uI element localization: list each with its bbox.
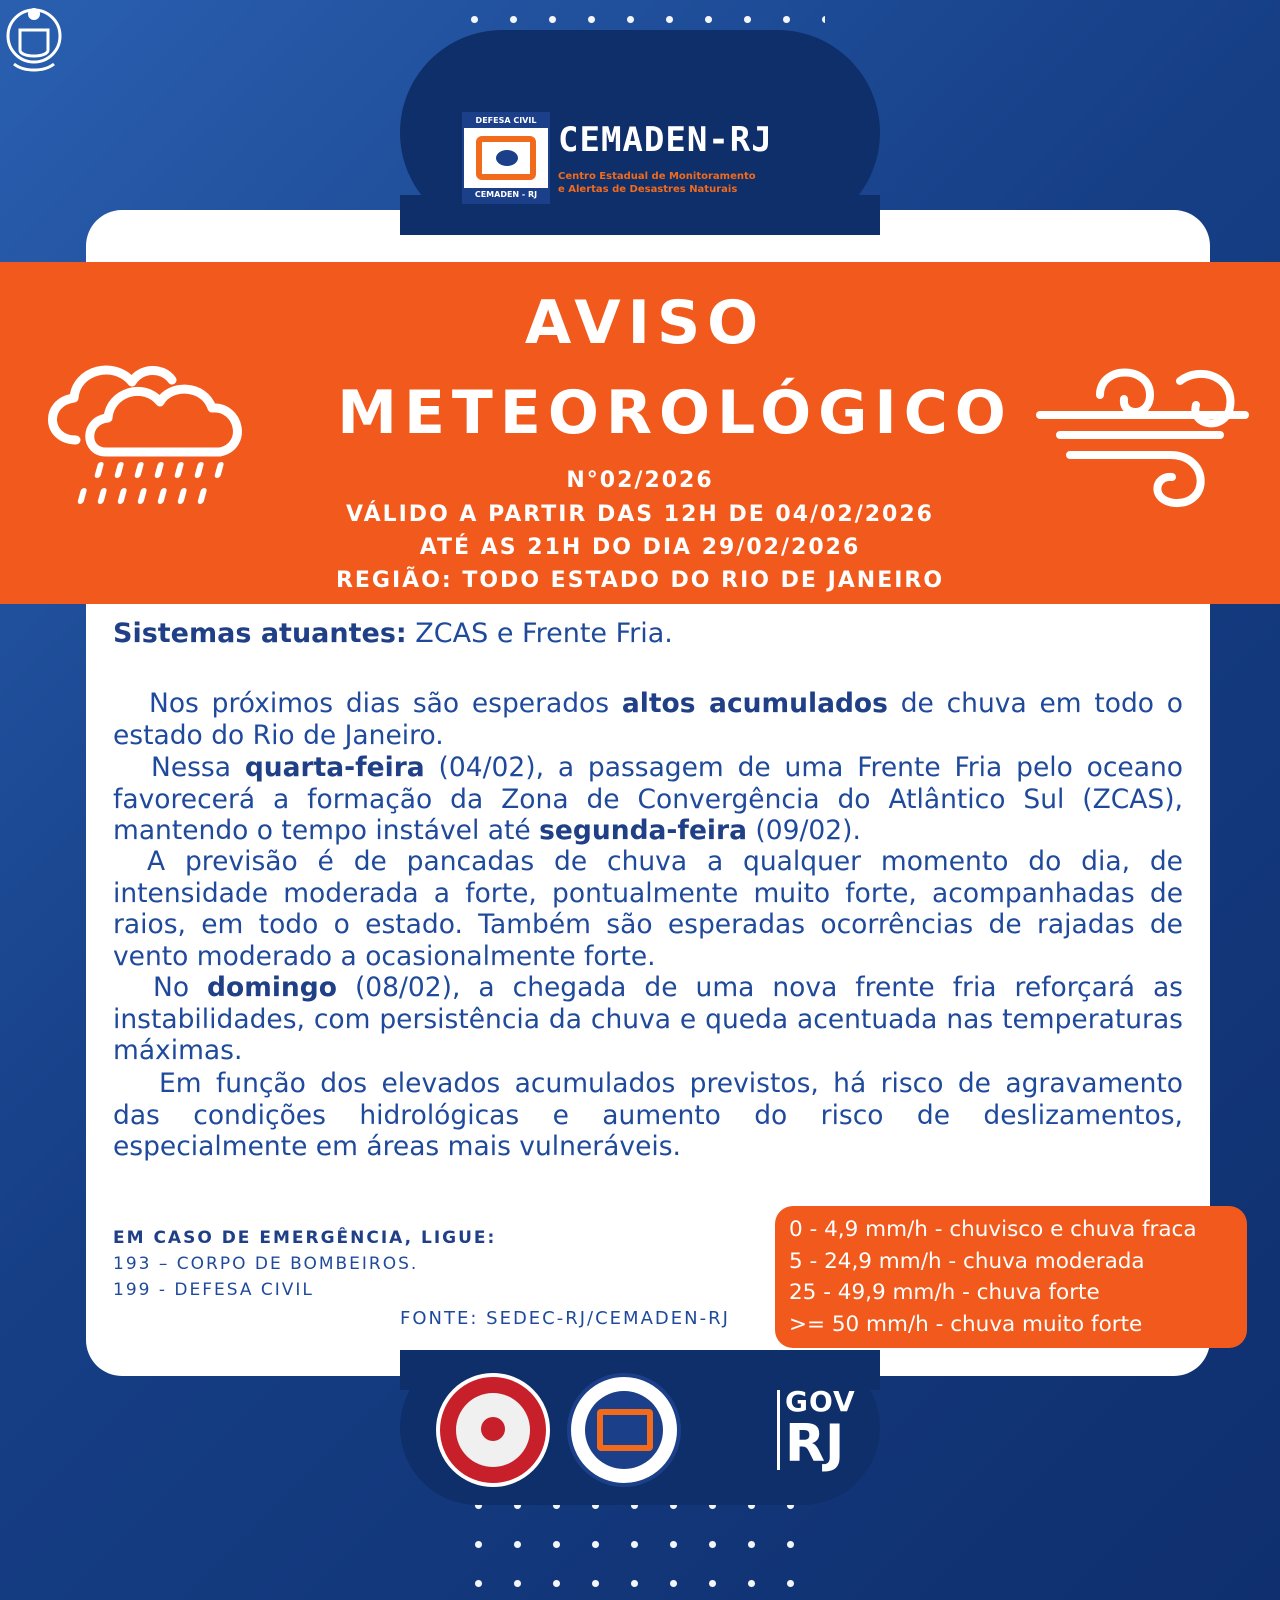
fire-department-seal [436, 1373, 550, 1487]
logo-top-text: DEFESA CIVIL [464, 114, 548, 128]
gov-rj-logo [785, 1385, 856, 1474]
paragraph-2 [113, 752, 1183, 847]
defesa-civil-logo [462, 112, 550, 204]
banner-title-line2: METEOROLÓGICO [337, 378, 1013, 448]
legend-item: 5 - 24,9 mm/h - chuva moderada [789, 1248, 1145, 1274]
systems-value: ZCAS e Frente Fria. [406, 618, 673, 649]
emergency-fire-dept: 193 – CORPO DE BOMBEIROS. [113, 1254, 419, 1274]
gov-divider [777, 1390, 780, 1470]
legend-item: 0 - 4,9 mm/h - chuvisco e chuva fraca [789, 1217, 1197, 1242]
valid-from: VÁLIDO A PARTIR DAS 12H DE 04/02/2026 [346, 502, 934, 527]
emergency-civil-defense: 199 - DEFESA CIVIL [113, 1280, 314, 1300]
legend-item: >= 50 mm/h - chuva muito forte [789, 1311, 1143, 1337]
rain-intensity-legend [775, 1206, 1247, 1348]
gov-line1: GOV [785, 1385, 856, 1418]
paragraph-5: Em função dos elevados acumulados previstos, há risco de agravamento das condições hidrológicas e aumento do risco de deslizamentos, especialmente em áreas mais vulneráveis. [113, 1068, 1183, 1162]
p2-highlight-end-day: segunda-feira [539, 815, 747, 846]
legend-item: 25 - 49,9 mm/h - chuva forte [789, 1280, 1100, 1305]
paragraph-1 [113, 688, 1183, 751]
logo-bottom-text: CEMADEN - RJ [464, 188, 548, 202]
paragraph-4 [113, 972, 1183, 1067]
p1-highlight: altos acumulados [621, 688, 888, 719]
alert-number: N°02/2026 [566, 468, 714, 493]
p2-text-end: (09/02). [746, 815, 861, 846]
paragraph-3: A previsão é de pancadas de chuva a qualquer momento do dia, de intensidade moderada a forte, pontualmente muito forte, acompanhadas de raios, em todo o estado. Também são esperadas ocorrências de rajadas de vento moderado a ocasionalmente forte. [113, 846, 1183, 972]
p4-text-end: (08/02), a chegada de uma nova frente fria reforçará as instabilidades, com persistência da chuva e queda acentuada nas temperaturas máximas. [113, 972, 1183, 1066]
p4-text: No [153, 972, 208, 1003]
eye-icon [476, 136, 536, 180]
source-text: FONTE: SEDEC-RJ/CEMADEN-RJ [400, 1308, 730, 1329]
p2-highlight-day: quarta-feira [244, 752, 425, 783]
wind-icon [1030, 355, 1255, 525]
banner-title-line1: AVISO [524, 288, 766, 358]
p2-text: Nessa [151, 752, 245, 783]
brand-subtitle [558, 170, 788, 196]
systems-label: Sistemas atuantes: [113, 618, 407, 649]
p1-text: Nos próximos dias são esperados [149, 688, 622, 719]
region: REGIÃO: TODO ESTADO DO RIO DE JANEIRO [335, 568, 945, 593]
valid-until: ATÉ AS 21H DO DIA 29/02/2026 [419, 535, 861, 560]
p2-text-mid: (04/02), a passagem de uma Frente Fria pelo oceano favorecerá a formação da Zona de Convergência do Atlântico Sul (ZCAS), mantendo o tempo instável até [113, 752, 1183, 846]
emergency-title: EM CASO DE EMERGÊNCIA, LIGUE: [113, 1228, 497, 1248]
p1-text-end: de chuva em todo o estado do Rio de Janeiro. [113, 688, 1183, 751]
p4-highlight: domingo [207, 972, 337, 1003]
state-coat-of-arms-icon [0, 0, 68, 76]
brand-title: CEMADEN-RJ [558, 120, 773, 160]
gov-line2: RJ [785, 1414, 845, 1474]
civil-defense-seal [567, 1373, 681, 1487]
rain-cloud-icon [36, 340, 266, 520]
brand-subtitle-line1: Centro Estadual de Monitoramento [558, 171, 756, 182]
brand-subtitle-line2: e Alertas de Desastres Naturais [558, 184, 738, 195]
active-systems [113, 618, 673, 649]
